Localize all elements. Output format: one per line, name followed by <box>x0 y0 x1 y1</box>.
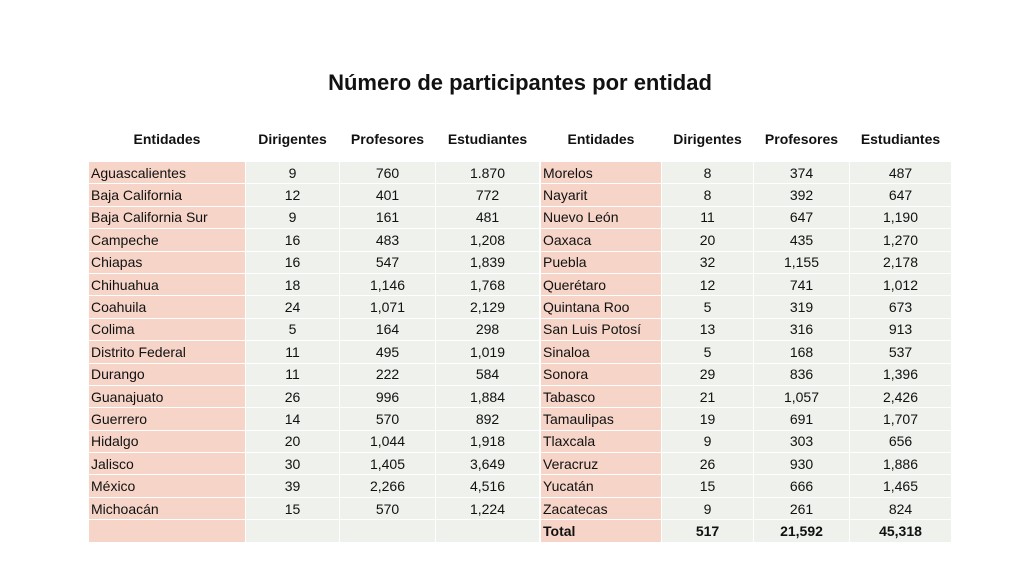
profesores-cell: 303 <box>754 430 850 452</box>
entity-name-cell: Sonora <box>541 363 662 385</box>
table-row <box>89 162 540 184</box>
profesores-cell: 319 <box>754 296 850 318</box>
profesores-cell: 21,592 <box>754 520 850 542</box>
profesores-cell: 996 <box>340 385 436 407</box>
estudiantes-cell: 824 <box>850 497 952 519</box>
profesores-cell: 570 <box>340 497 436 519</box>
entity-name-cell: Zacatecas <box>541 497 662 519</box>
table-row <box>541 385 952 407</box>
table-row <box>89 318 540 340</box>
table-row <box>541 273 952 295</box>
estudiantes-cell: 1,012 <box>850 273 952 295</box>
entity-name-cell <box>89 520 246 542</box>
table-row <box>541 363 952 385</box>
dirigentes-cell <box>246 520 340 542</box>
table-row <box>541 229 952 251</box>
table-row <box>541 497 952 519</box>
header-estudiantes: Estudiantes <box>850 117 952 162</box>
profesores-cell: 547 <box>340 251 436 273</box>
header-entidades: Entidades <box>89 117 246 162</box>
dirigentes-cell: 16 <box>246 251 340 273</box>
dirigentes-cell: 9 <box>662 430 754 452</box>
dirigentes-cell: 19 <box>662 408 754 430</box>
profesores-cell: 741 <box>754 273 850 295</box>
estudiantes-cell: 1,884 <box>436 385 540 407</box>
estudiantes-cell: 537 <box>850 341 952 363</box>
dirigentes-cell: 11 <box>662 206 754 228</box>
table-row <box>89 184 540 206</box>
dirigentes-cell: 39 <box>246 475 340 497</box>
dirigentes-cell: 12 <box>662 273 754 295</box>
entity-name-cell: Tlaxcala <box>541 430 662 452</box>
dirigentes-cell: 16 <box>246 229 340 251</box>
dirigentes-cell: 20 <box>662 229 754 251</box>
table-row <box>541 162 952 184</box>
entity-name-cell: Nuevo León <box>541 206 662 228</box>
estudiantes-cell: 772 <box>436 184 540 206</box>
dirigentes-cell: 14 <box>246 408 340 430</box>
dirigentes-cell: 26 <box>662 453 754 475</box>
estudiantes-cell <box>436 520 540 542</box>
table-row <box>89 296 540 318</box>
entity-name-cell: Sinaloa <box>541 341 662 363</box>
table-row <box>89 251 540 273</box>
estudiantes-cell: 2,178 <box>850 251 952 273</box>
estudiantes-cell: 1,208 <box>436 229 540 251</box>
estudiantes-cell: 1,886 <box>850 453 952 475</box>
profesores-cell: 570 <box>340 408 436 430</box>
profesores-cell: 374 <box>754 162 850 184</box>
table-row <box>89 341 540 363</box>
profesores-cell: 836 <box>754 363 850 385</box>
entity-name-cell: Veracruz <box>541 453 662 475</box>
profesores-cell: 666 <box>754 475 850 497</box>
dirigentes-cell: 8 <box>662 184 754 206</box>
profesores-cell: 483 <box>340 229 436 251</box>
table-row <box>541 206 952 228</box>
dirigentes-cell: 15 <box>246 497 340 519</box>
estudiantes-cell: 481 <box>436 206 540 228</box>
table-row <box>89 475 540 497</box>
page-title: Número de participantes por entidad <box>328 70 712 95</box>
dirigentes-cell: 9 <box>246 206 340 228</box>
dirigentes-cell: 9 <box>662 497 754 519</box>
estudiantes-cell: 913 <box>850 318 952 340</box>
profesores-cell: 1,071 <box>340 296 436 318</box>
entity-name-cell: Jalisco <box>89 453 246 475</box>
table-row <box>89 520 540 542</box>
entity-name-cell: Chihuahua <box>89 273 246 295</box>
estudiantes-cell: 1,270 <box>850 229 952 251</box>
dirigentes-cell: 29 <box>662 363 754 385</box>
header-row <box>89 117 540 162</box>
entity-name-cell: Puebla <box>541 251 662 273</box>
dirigentes-cell: 18 <box>246 273 340 295</box>
estudiantes-cell: 2,129 <box>436 296 540 318</box>
table-row <box>541 296 952 318</box>
estudiantes-cell: 4,516 <box>436 475 540 497</box>
dirigentes-cell: 30 <box>246 453 340 475</box>
profesores-cell: 760 <box>340 162 436 184</box>
table-row <box>89 430 540 452</box>
dirigentes-cell: 20 <box>246 430 340 452</box>
estudiantes-cell: 2,426 <box>850 385 952 407</box>
profesores-cell: 401 <box>340 184 436 206</box>
table-row <box>89 206 540 228</box>
entity-name-cell: Tabasco <box>541 385 662 407</box>
estudiantes-cell: 1,224 <box>436 497 540 519</box>
entity-name-cell: Baja California <box>89 184 246 206</box>
estudiantes-cell: 1,019 <box>436 341 540 363</box>
profesores-cell: 261 <box>754 497 850 519</box>
header-dirigentes: Dirigentes <box>662 117 754 162</box>
header-profesores: Profesores <box>754 117 850 162</box>
table-row <box>541 475 952 497</box>
profesores-cell: 1,044 <box>340 430 436 452</box>
dirigentes-cell: 11 <box>246 363 340 385</box>
header-dirigentes: Dirigentes <box>246 117 340 162</box>
dirigentes-cell: 517 <box>662 520 754 542</box>
entity-name-cell: Campeche <box>89 229 246 251</box>
entity-name-cell: Morelos <box>541 162 662 184</box>
table-row <box>89 453 540 475</box>
entity-name-cell: México <box>89 475 246 497</box>
table-row <box>89 497 540 519</box>
profesores-cell: 2,266 <box>340 475 436 497</box>
estudiantes-cell: 892 <box>436 408 540 430</box>
entity-name-cell: Colima <box>89 318 246 340</box>
entity-name-cell: Yucatán <box>541 475 662 497</box>
estudiantes-cell: 673 <box>850 296 952 318</box>
entity-name-cell: Guanajuato <box>89 385 246 407</box>
table-row <box>541 251 952 273</box>
estudiantes-cell: 1,707 <box>850 408 952 430</box>
entity-name-cell: Hidalgo <box>89 430 246 452</box>
dirigentes-cell: 11 <box>246 341 340 363</box>
estudiantes-cell: 45,318 <box>850 520 952 542</box>
profesores-cell: 1,146 <box>340 273 436 295</box>
entity-name-cell: Aguascalientes <box>89 162 246 184</box>
table-row <box>541 453 952 475</box>
estudiantes-cell: 1,396 <box>850 363 952 385</box>
entity-name-cell: Querétaro <box>541 273 662 295</box>
dirigentes-cell: 9 <box>246 162 340 184</box>
table-row <box>89 229 540 251</box>
entity-name-cell: Michoacán <box>89 497 246 519</box>
estudiantes-cell: 487 <box>850 162 952 184</box>
dirigentes-cell: 5 <box>662 296 754 318</box>
estudiantes-cell: 1,465 <box>850 475 952 497</box>
estudiantes-cell: 298 <box>436 318 540 340</box>
entity-name-cell: Total <box>541 520 662 542</box>
profesores-cell: 495 <box>340 341 436 363</box>
header-entidades: Entidades <box>541 117 662 162</box>
entity-name-cell: Oaxaca <box>541 229 662 251</box>
estudiantes-cell: 1,918 <box>436 430 540 452</box>
dirigentes-cell: 24 <box>246 296 340 318</box>
entity-name-cell: Durango <box>89 363 246 385</box>
profesores-cell: 168 <box>754 341 850 363</box>
profesores-cell: 316 <box>754 318 850 340</box>
estudiantes-cell: 1,768 <box>436 273 540 295</box>
header-profesores: Profesores <box>340 117 436 162</box>
total-row <box>541 520 952 542</box>
profesores-cell: 1,405 <box>340 453 436 475</box>
estudiantes-cell: 647 <box>850 184 952 206</box>
table-row <box>89 408 540 430</box>
estudiantes-cell: 584 <box>436 363 540 385</box>
dirigentes-cell: 5 <box>246 318 340 340</box>
profesores-cell: 647 <box>754 206 850 228</box>
table-row <box>541 318 952 340</box>
entity-name-cell: Distrito Federal <box>89 341 246 363</box>
profesores-cell: 435 <box>754 229 850 251</box>
profesores-cell: 161 <box>340 206 436 228</box>
profesores-cell: 164 <box>340 318 436 340</box>
profesores-cell: 930 <box>754 453 850 475</box>
profesores-cell: 1,057 <box>754 385 850 407</box>
profesores-cell: 1,155 <box>754 251 850 273</box>
dirigentes-cell: 32 <box>662 251 754 273</box>
estudiantes-cell: 1.870 <box>436 162 540 184</box>
table-row <box>541 184 952 206</box>
entity-name-cell: Guerrero <box>89 408 246 430</box>
entity-name-cell: Nayarit <box>541 184 662 206</box>
table-row <box>89 363 540 385</box>
participants-table-right <box>540 116 952 543</box>
table-row <box>541 408 952 430</box>
table-row <box>89 385 540 407</box>
dirigentes-cell: 13 <box>662 318 754 340</box>
entity-name-cell: Chiapas <box>89 251 246 273</box>
profesores-cell: 392 <box>754 184 850 206</box>
dirigentes-cell: 8 <box>662 162 754 184</box>
estudiantes-cell: 1,839 <box>436 251 540 273</box>
entity-name-cell: San Luis Potosí <box>541 318 662 340</box>
table-row <box>541 430 952 452</box>
participants-table-left <box>88 116 540 543</box>
estudiantes-cell: 1,190 <box>850 206 952 228</box>
header-row <box>541 117 952 162</box>
entity-name-cell: Baja California Sur <box>89 206 246 228</box>
dirigentes-cell: 21 <box>662 385 754 407</box>
profesores-cell: 691 <box>754 408 850 430</box>
table-row <box>541 341 952 363</box>
profesores-cell: 222 <box>340 363 436 385</box>
profesores-cell <box>340 520 436 542</box>
header-estudiantes: Estudiantes <box>436 117 540 162</box>
dirigentes-cell: 26 <box>246 385 340 407</box>
dirigentes-cell: 12 <box>246 184 340 206</box>
estudiantes-cell: 656 <box>850 430 952 452</box>
table-row <box>89 273 540 295</box>
entity-name-cell: Quintana Roo <box>541 296 662 318</box>
dirigentes-cell: 15 <box>662 475 754 497</box>
dirigentes-cell: 5 <box>662 341 754 363</box>
estudiantes-cell: 3,649 <box>436 453 540 475</box>
entity-name-cell: Tamaulipas <box>541 408 662 430</box>
entity-name-cell: Coahuila <box>89 296 246 318</box>
